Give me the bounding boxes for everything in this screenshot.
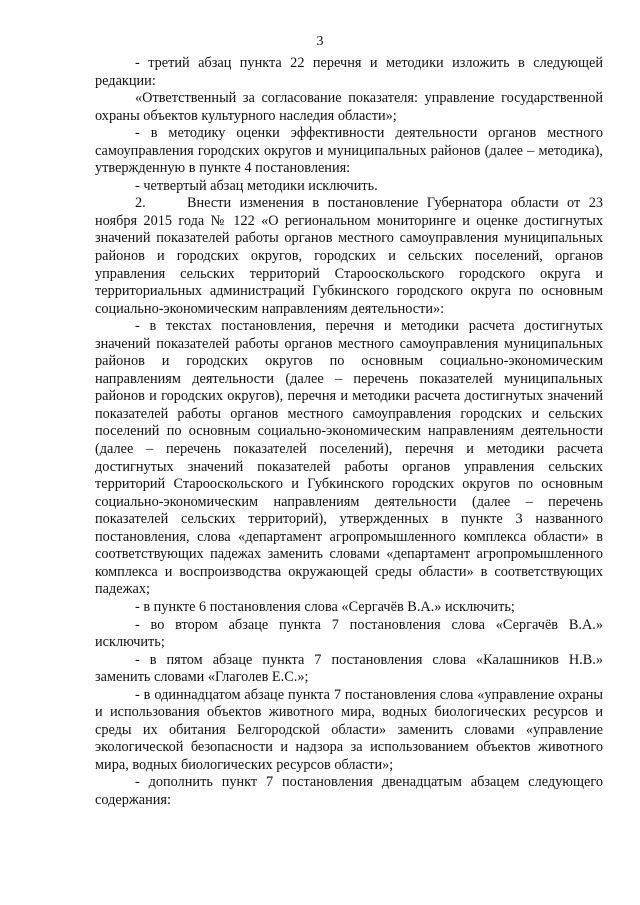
paragraph-item-2-text: Внести изменения в постановление Губернатора области от 23 ноября 2015 года № 122 «О региональном мониторинге и оценке достигнутых значений показателей работы органов местного самоуправления муниципальных районов и городских округов, городских и сельских поселений, органов управления сельских территорий Старооскольского городского округа и территориальных администраций Губкинского городского округа по основным социально-экономическим направлениям деятельности»:: [95, 195, 603, 317]
paragraph-1: - третий абзац пункта 22 перечня и методики изложить в следующей редакции:: [95, 55, 603, 89]
paragraph-3: - в методику оценки эффективности деятельности органов местного самоуправления городских округов и муниципальных районов (далее – методика), утвержденную в пункте 4 постановления:: [95, 125, 603, 177]
page-number: 3: [316, 34, 324, 49]
paragraph-7: - в пункте 6 постановления слова «Сергачёв В.А.» исключить;: [135, 598, 515, 615]
paragraph-10: - в одиннадцатом абзаце пункта 7 постановления слова «управление охраны и использования объектов животного мира, водных биологических ресурсов и среды их обитания Белгородской области» заменить словами «управление экологической безопасности и надзора за использованием объектов животного мира, водных биологических ресурсов области»;: [95, 686, 603, 773]
paragraph-8: - во втором абзаце пункта 7 постановления слова «Сергачёв В.А.» исключить;: [95, 616, 603, 651]
paragraph-4: - четвертый абзац методики исключить.: [135, 177, 378, 194]
document-body: [95, 55, 603, 810]
paragraph-2: «Ответственный за согласование показателя: управление государственной охраны объектов культурного наследия области»;: [95, 90, 603, 124]
item-number: 2.: [135, 195, 146, 212]
paragraph-9: - в пятом абзаце пункта 7 постановления слова «Калашников Н.В.» заменить словами «Глаголев Е.С.»;: [95, 651, 603, 686]
paragraph-11: - дополнить пункт 7 постановления двенадцатым абзацем следующего содержания:: [95, 774, 603, 808]
paragraph-6: - в текстах постановления, перечня и методики расчета достигнутых значений показателей работы органов местного самоуправления муниципальных районов и городских округов по основным социально-экономическим направлениям деятельности (далее – перечень показателей муниципальных районов и городских округов), перечня и методики расчета достигнутых значений показателей работы органов местного самоуправления городских и сельских поселений по основным социально-экономическим направлениям деятельности (далее – перечень показателей поселений), перечня и методики расчета достигнутых значений показателей работы органов управления сельских территорий Старооскольского и Губкинского городских округов по основным социально-экономическим направлениям деятельности (далее – перечень показателей сельских территорий), утвержденных в пункте 3 названного постановления, слова «департамент агропромышленного комплекса области» в соответствующих падежах заменить словами «департамент агропромышленного комплекса и воспроизводства окружающей среды области» в соответствующих падежах;: [95, 318, 603, 598]
paragraph-item-2: [95, 195, 603, 318]
